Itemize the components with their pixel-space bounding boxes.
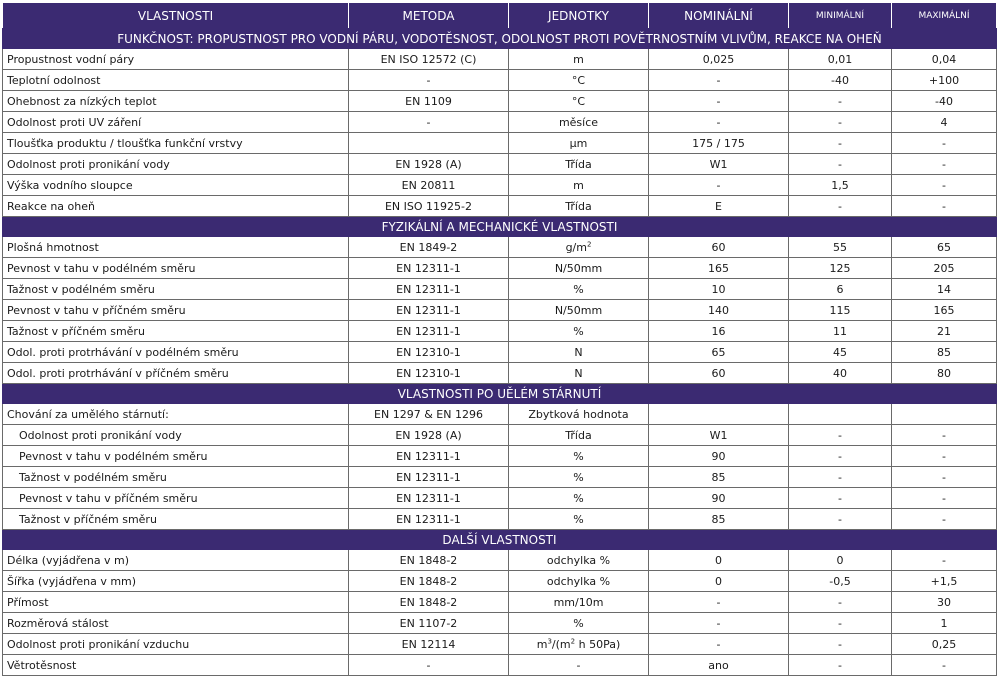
unit-cell — [509, 550, 649, 571]
method-cell: EN 1297 & EN 1296 — [349, 404, 509, 425]
nominal-cell: 175 / 175 — [649, 133, 789, 154]
table-row — [3, 446, 997, 467]
property-name-cell: Pevnost v tahu v příčném směru — [3, 300, 349, 321]
nominal-cell — [649, 404, 789, 425]
property-name-cell: Tažnost v příčném směru — [3, 509, 349, 530]
unit-cell — [509, 467, 649, 488]
unit-cell — [509, 342, 649, 363]
property-name-cell: Rozměrová stálost — [3, 613, 349, 634]
property-name-cell: Přímost — [3, 592, 349, 613]
unit-text: Třída — [565, 428, 592, 442]
unit-text: odchylka % — [546, 553, 611, 567]
method-cell: EN 12311-1 — [349, 279, 509, 300]
nominal-cell: - — [649, 613, 789, 634]
maximum-cell: +100 — [892, 70, 997, 91]
unit-text: Třída — [565, 199, 592, 213]
property-name-cell: Reakce na oheň — [3, 196, 349, 217]
nominal-cell: 0 — [649, 571, 789, 592]
maximum-cell — [892, 404, 997, 425]
unit-text: % — [573, 512, 584, 526]
method-cell — [349, 133, 509, 154]
nominal-cell: 60 — [649, 237, 789, 258]
table-row — [3, 133, 997, 154]
minimum-cell: 45 — [789, 342, 892, 363]
section-header-row — [3, 530, 997, 550]
table-row — [3, 550, 997, 571]
nominal-cell: - — [649, 634, 789, 655]
property-name-cell: Pevnost v tahu v podélném směru — [3, 446, 349, 467]
table-row — [3, 425, 997, 446]
minimum-cell: - — [789, 112, 892, 133]
section-title: DALŠÍ VLASTNOSTI — [3, 530, 997, 550]
unit-cell — [509, 237, 649, 258]
unit-cell — [509, 321, 649, 342]
method-cell: EN 1107-2 — [349, 613, 509, 634]
minimum-cell: 55 — [789, 237, 892, 258]
unit-cell — [509, 175, 649, 196]
header-minimalni: MINIMÁLNÍ — [789, 3, 892, 29]
method-cell: EN 1928 (A) — [349, 154, 509, 175]
unit-superscript: 3 — [547, 636, 552, 645]
minimum-cell: 0,01 — [789, 49, 892, 70]
maximum-cell: 1 — [892, 613, 997, 634]
method-cell: EN 12114 — [349, 634, 509, 655]
unit-cell — [509, 300, 649, 321]
section-header-row — [3, 384, 997, 404]
property-name-cell: Odolnost proti UV záření — [3, 112, 349, 133]
maximum-cell: 14 — [892, 279, 997, 300]
minimum-cell: - — [789, 592, 892, 613]
maximum-cell: - — [892, 488, 997, 509]
table-row — [3, 237, 997, 258]
unit-text: % — [573, 470, 584, 484]
property-name-cell: Větrotěsnost — [3, 655, 349, 676]
unit-text: °C — [571, 94, 586, 108]
unit-text-tail: /(m — [551, 637, 571, 651]
maximum-cell: 21 — [892, 321, 997, 342]
unit-superscript: 2 — [586, 239, 592, 248]
nominal-cell: 140 — [649, 300, 789, 321]
property-name-cell: Pevnost v tahu v podélném směru — [3, 258, 349, 279]
nominal-cell: - — [649, 91, 789, 112]
minimum-cell: -40 — [789, 70, 892, 91]
nominal-cell: - — [649, 175, 789, 196]
nominal-cell: 85 — [649, 467, 789, 488]
minimum-cell: 125 — [789, 258, 892, 279]
nominal-cell: - — [649, 592, 789, 613]
method-cell: - — [349, 70, 509, 91]
unit-cell — [509, 91, 649, 112]
nominal-cell: 16 — [649, 321, 789, 342]
maximum-cell: 165 — [892, 300, 997, 321]
section-header-row — [3, 217, 997, 237]
unit-cell — [509, 613, 649, 634]
nominal-cell: 90 — [649, 446, 789, 467]
unit-cell — [509, 133, 649, 154]
maximum-cell: 65 — [892, 237, 997, 258]
minimum-cell: - — [789, 196, 892, 217]
table-row — [3, 655, 997, 676]
maximum-cell: +1,5 — [892, 571, 997, 592]
maximum-cell: 85 — [892, 342, 997, 363]
unit-text: mm/10m — [553, 595, 604, 609]
maximum-cell: - — [892, 446, 997, 467]
table-row — [3, 634, 997, 655]
table-row — [3, 613, 997, 634]
method-cell: EN 12311-1 — [349, 321, 509, 342]
unit-text-tail-2: h 50Pa) — [575, 637, 621, 651]
unit-text: - — [576, 658, 581, 672]
maximum-cell: - — [892, 175, 997, 196]
nominal-cell: - — [649, 70, 789, 91]
unit-cell — [509, 634, 649, 655]
method-cell: EN 1928 (A) — [349, 425, 509, 446]
method-cell: EN 20811 — [349, 175, 509, 196]
maximum-cell: - — [892, 509, 997, 530]
property-name-cell: Výška vodního sloupce — [3, 175, 349, 196]
minimum-cell: 11 — [789, 321, 892, 342]
minimum-cell: 40 — [789, 363, 892, 384]
maximum-cell: - — [892, 196, 997, 217]
nominal-cell: 0,025 — [649, 49, 789, 70]
property-name-cell: Tažnost v příčném směru — [3, 321, 349, 342]
nominal-cell: 65 — [649, 342, 789, 363]
table-row — [3, 49, 997, 70]
property-name-cell: Tloušťka produktu / tloušťka funkční vrstvy — [3, 133, 349, 154]
unit-text: °C — [571, 73, 586, 87]
maximum-cell: -40 — [892, 91, 997, 112]
table-row — [3, 404, 997, 425]
method-cell: EN 1849-2 — [349, 237, 509, 258]
unit-cell — [509, 404, 649, 425]
maximum-cell: 80 — [892, 363, 997, 384]
property-name-cell: Ohebnost za nízkých teplot — [3, 91, 349, 112]
property-name-cell: Tažnost v podélném směru — [3, 467, 349, 488]
property-name-cell: Odol. proti protrhávání v příčném směru — [3, 363, 349, 384]
table-row — [3, 467, 997, 488]
header-row — [3, 3, 997, 29]
maximum-cell: - — [892, 154, 997, 175]
minimum-cell: - — [789, 446, 892, 467]
unit-text: měsíce — [558, 115, 599, 129]
table-row — [3, 112, 997, 133]
nominal-cell: 165 — [649, 258, 789, 279]
unit-cell — [509, 488, 649, 509]
method-cell: EN 12311-1 — [349, 300, 509, 321]
unit-text: N — [574, 366, 583, 380]
maximum-cell: - — [892, 133, 997, 154]
table-row — [3, 321, 997, 342]
maximum-cell: - — [892, 655, 997, 676]
nominal-cell: ano — [649, 655, 789, 676]
nominal-cell: 0 — [649, 550, 789, 571]
unit-cell — [509, 279, 649, 300]
maximum-cell: - — [892, 425, 997, 446]
table-row — [3, 175, 997, 196]
properties-table — [2, 2, 997, 676]
section-title: VLASTNOSTI PO UĚLÉM STÁRNUTÍ — [3, 384, 997, 404]
minimum-cell: - — [789, 133, 892, 154]
unit-cell — [509, 112, 649, 133]
nominal-cell: W1 — [649, 154, 789, 175]
property-name-cell: Délka (vyjádřena v m) — [3, 550, 349, 571]
unit-cell — [509, 446, 649, 467]
minimum-cell: - — [789, 509, 892, 530]
property-name-cell: Odolnost proti pronikání vzduchu — [3, 634, 349, 655]
unit-text: N/50mm — [554, 303, 603, 317]
nominal-cell: 85 — [649, 509, 789, 530]
unit-text: % — [573, 616, 584, 630]
table-row — [3, 488, 997, 509]
method-cell: EN ISO 11925-2 — [349, 196, 509, 217]
maximum-cell: - — [892, 550, 997, 571]
property-name-cell: Odolnost proti pronikání vody — [3, 425, 349, 446]
table-row — [3, 592, 997, 613]
nominal-cell: 60 — [649, 363, 789, 384]
unit-text: % — [573, 282, 584, 296]
method-cell: EN 1848-2 — [349, 592, 509, 613]
method-cell: EN 1848-2 — [349, 550, 509, 571]
minimum-cell: 6 — [789, 279, 892, 300]
unit-text: N — [574, 345, 583, 359]
unit-text: % — [573, 324, 584, 338]
method-cell: - — [349, 112, 509, 133]
unit-cell — [509, 655, 649, 676]
minimum-cell: - — [789, 91, 892, 112]
minimum-cell: - — [789, 425, 892, 446]
unit-text: µm — [569, 136, 588, 150]
nominal-cell: E — [649, 196, 789, 217]
table-row — [3, 363, 997, 384]
section-header-row — [3, 29, 997, 49]
nominal-cell: - — [649, 112, 789, 133]
nominal-cell: 10 — [649, 279, 789, 300]
header-nominalni: NOMINÁLNÍ — [649, 3, 789, 29]
method-cell: EN 12311-1 — [349, 446, 509, 467]
unit-cell — [509, 363, 649, 384]
maximum-cell: - — [892, 467, 997, 488]
method-cell: EN 1848-2 — [349, 571, 509, 592]
table-body — [3, 29, 997, 676]
method-cell: - — [349, 655, 509, 676]
table-row — [3, 91, 997, 112]
unit-text: % — [573, 449, 584, 463]
property-name-cell: Teplotní odolnost — [3, 70, 349, 91]
minimum-cell: 1,5 — [789, 175, 892, 196]
table-row — [3, 258, 997, 279]
property-name-cell: Odolnost proti pronikání vody — [3, 154, 349, 175]
unit-text: Třída — [565, 157, 592, 171]
method-cell: EN 1109 — [349, 91, 509, 112]
method-cell: EN 12311-1 — [349, 488, 509, 509]
method-cell: EN 12310-1 — [349, 363, 509, 384]
unit-cell — [509, 154, 649, 175]
header-vlastnosti: VLASTNOSTI — [3, 3, 349, 29]
property-name-cell: Plošná hmotnost — [3, 237, 349, 258]
unit-superscript-2: 2 — [570, 636, 576, 645]
section-title: FUNKČNOST: PROPUSTNOST PRO VODNÍ PÁRU, VODOTĚSNOST, ODOLNOST PROTI POVĚTRNOSTNÍM VLIVŮM, REAKCE NA OHEŇ — [3, 29, 997, 49]
property-name-cell: Šířka (vyjádřena v mm) — [3, 571, 349, 592]
unit-text: m — [573, 52, 584, 66]
unit-cell — [509, 258, 649, 279]
unit-text: N/50mm — [554, 261, 603, 275]
minimum-cell: - — [789, 488, 892, 509]
nominal-cell: 90 — [649, 488, 789, 509]
table-row — [3, 279, 997, 300]
unit-text: Zbytková hodnota — [528, 407, 629, 421]
minimum-cell — [789, 404, 892, 425]
unit-cell — [509, 70, 649, 91]
maximum-cell: 205 — [892, 258, 997, 279]
maximum-cell: 0,25 — [892, 634, 997, 655]
unit-text: m — [536, 637, 548, 651]
header-metoda: METODA — [349, 3, 509, 29]
minimum-cell: 115 — [789, 300, 892, 321]
unit-cell — [509, 571, 649, 592]
property-name-cell: Tažnost v podélném směru — [3, 279, 349, 300]
section-title: FYZIKÁLNÍ A MECHANICKÉ VLASTNOSTI — [3, 217, 997, 237]
maximum-cell: 4 — [892, 112, 997, 133]
method-cell: EN 12311-1 — [349, 509, 509, 530]
table-row — [3, 342, 997, 363]
minimum-cell: - — [789, 154, 892, 175]
unit-text: odchylka % — [546, 574, 611, 588]
table-row — [3, 571, 997, 592]
unit-cell — [509, 425, 649, 446]
minimum-cell: - — [789, 467, 892, 488]
nominal-cell: W1 — [649, 425, 789, 446]
table-row — [3, 196, 997, 217]
method-cell: EN 12310-1 — [349, 342, 509, 363]
unit-text: g/m — [565, 240, 587, 254]
minimum-cell: - — [789, 655, 892, 676]
property-name-cell: Odol. proti protrhávání v podélném směru — [3, 342, 349, 363]
maximum-cell: 30 — [892, 592, 997, 613]
minimum-cell: -0,5 — [789, 571, 892, 592]
header-jednotky: JEDNOTKY — [509, 3, 649, 29]
table-row — [3, 509, 997, 530]
table-row — [3, 70, 997, 91]
unit-cell — [509, 592, 649, 613]
unit-cell — [509, 196, 649, 217]
header-maximalni: MAXIMÁLNÍ — [892, 3, 997, 29]
minimum-cell: - — [789, 634, 892, 655]
unit-cell — [509, 509, 649, 530]
table-row — [3, 300, 997, 321]
property-name-cell: Propustnost vodní páry — [3, 49, 349, 70]
maximum-cell: 0,04 — [892, 49, 997, 70]
properties-table-container — [2, 2, 996, 676]
minimum-cell: 0 — [789, 550, 892, 571]
property-name-cell: Pevnost v tahu v příčném směru — [3, 488, 349, 509]
property-name-cell: Chování za umělého stárnutí: — [3, 404, 349, 425]
table-row — [3, 154, 997, 175]
unit-text: % — [573, 491, 584, 505]
unit-text: m — [573, 178, 584, 192]
unit-cell — [509, 49, 649, 70]
minimum-cell: - — [789, 613, 892, 634]
method-cell: EN ISO 12572 (C) — [349, 49, 509, 70]
method-cell: EN 12311-1 — [349, 467, 509, 488]
method-cell: EN 12311-1 — [349, 258, 509, 279]
